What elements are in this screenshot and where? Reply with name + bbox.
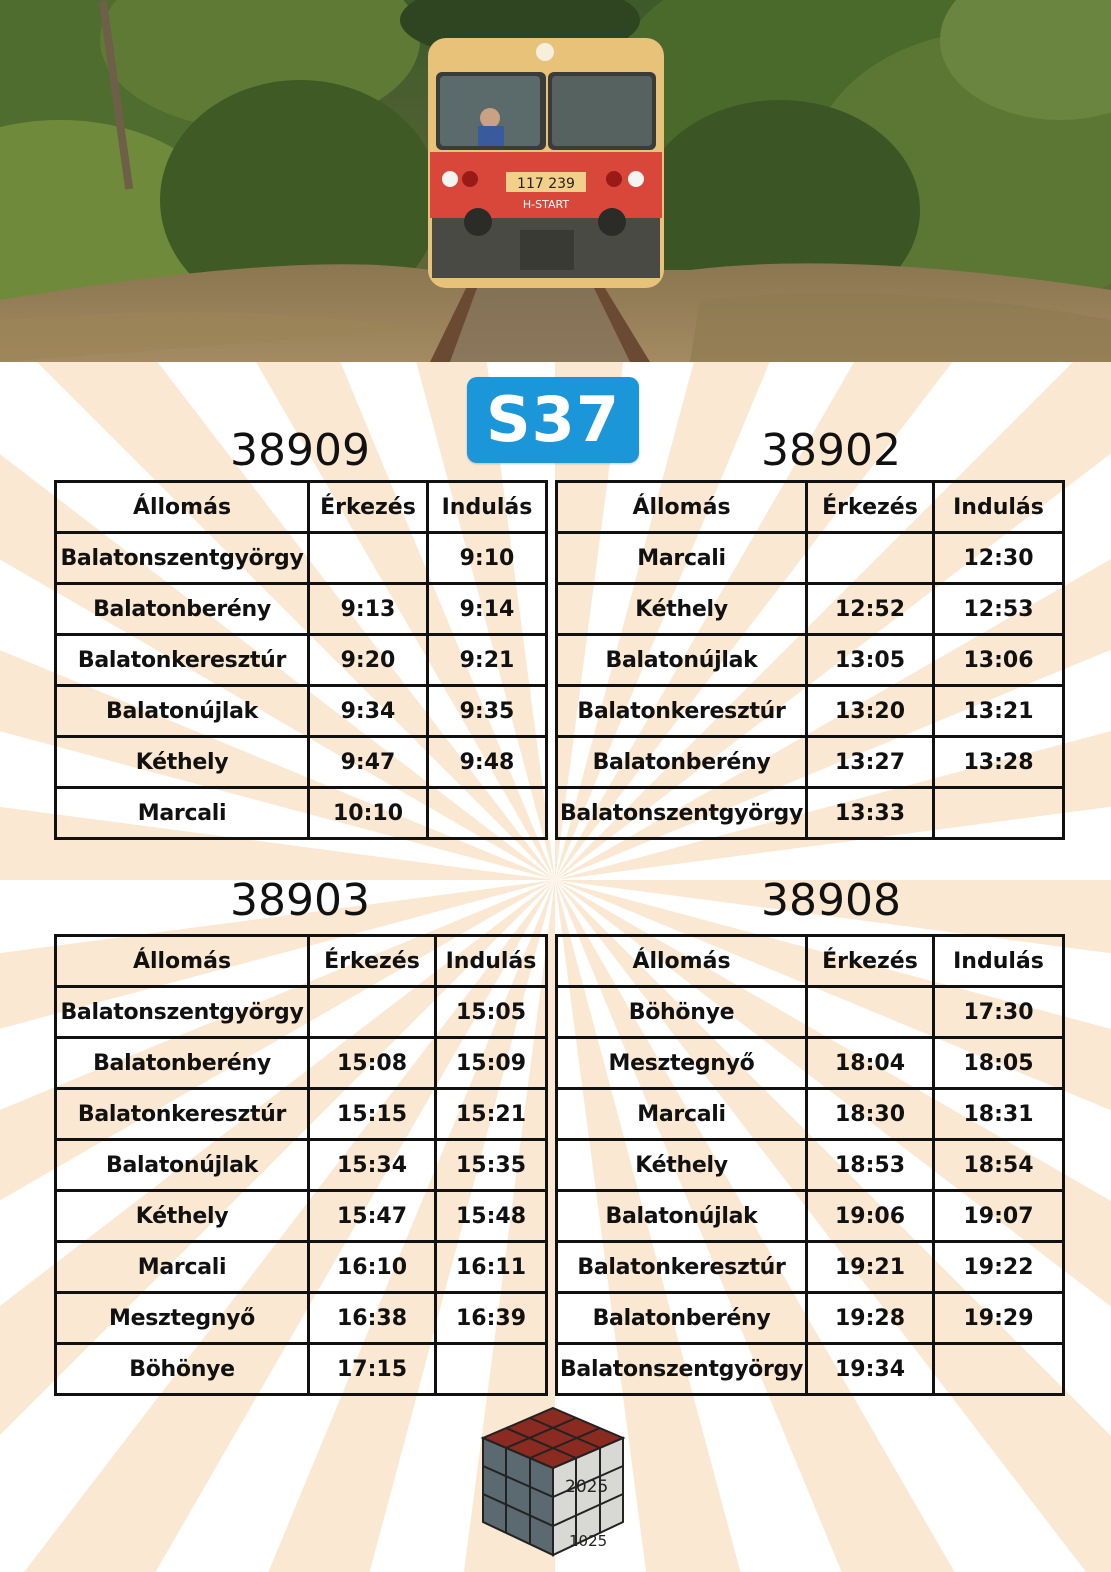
arrival-cell: 13:05 (807, 635, 934, 686)
table-row (56, 737, 547, 788)
arrival-cell: 16:38 (309, 1293, 436, 1344)
departure-cell: 13:21 (934, 686, 1064, 737)
departure-cell: 18:05 (934, 1038, 1064, 1089)
departure-cell: 18:54 (934, 1140, 1064, 1191)
arrival-cell: 12:52 (807, 584, 934, 635)
departure-cell: 15:05 (436, 987, 547, 1038)
departure-cell: 12:53 (934, 584, 1064, 635)
station-cell: Kéthely (56, 737, 309, 788)
arrival-cell (309, 533, 428, 584)
table-row (557, 737, 1064, 788)
header-station: Állomás (557, 936, 807, 987)
header-station: Állomás (557, 482, 807, 533)
arrival-cell: 9:13 (309, 584, 428, 635)
arrival-cell (309, 987, 436, 1038)
station-cell: Balatonkeresztúr (56, 635, 309, 686)
departure-cell: 16:11 (436, 1242, 547, 1293)
departure-cell (934, 1344, 1064, 1395)
table-row (557, 1242, 1064, 1293)
train-number-38903: 38903 (230, 875, 370, 926)
station-cell: Böhönye (56, 1344, 309, 1395)
table-row (56, 584, 547, 635)
station-cell: Marcali (557, 1089, 807, 1140)
arrival-cell: 13:27 (807, 737, 934, 788)
station-cell: Balatonújlak (557, 1191, 807, 1242)
station-cell: Kéthely (56, 1191, 309, 1242)
arrival-cell (807, 987, 934, 1038)
timetable-38902 (555, 480, 1065, 840)
train-number-38902: 38902 (761, 425, 901, 476)
train (428, 38, 664, 288)
station-cell: Balatonújlak (56, 686, 309, 737)
timetable-38903 (54, 934, 548, 1396)
train-photo (0, 0, 1111, 362)
arrival-cell: 19:21 (807, 1242, 934, 1293)
station-cell: Balatonberény (557, 737, 807, 788)
station-cell: Mesztegnyő (56, 1293, 309, 1344)
table-row (557, 1140, 1064, 1191)
locomotive-brand: H-START (522, 198, 570, 211)
station-cell: Marcali (557, 533, 807, 584)
table-row (557, 1293, 1064, 1344)
header-arrival: Érkezés (807, 936, 934, 987)
line-badge: S37 (467, 377, 639, 463)
arrival-cell: 15:34 (309, 1140, 436, 1191)
arrival-cell: 19:34 (807, 1344, 934, 1395)
header-arrival: Érkezés (309, 936, 436, 987)
table-row (56, 533, 547, 584)
station-cell: Mesztegnyő (557, 1038, 807, 1089)
departure-cell: 15:21 (436, 1089, 547, 1140)
station-cell: Böhönye (557, 987, 807, 1038)
table-row (56, 1242, 547, 1293)
departure-cell: 9:10 (428, 533, 547, 584)
header-arrival: Érkezés (309, 482, 428, 533)
table-row (557, 788, 1064, 839)
departure-cell: 19:29 (934, 1293, 1064, 1344)
departure-cell: 15:35 (436, 1140, 547, 1191)
departure-cell: 12:30 (934, 533, 1064, 584)
arrival-cell: 18:04 (807, 1038, 934, 1089)
arrival-cell: 10:10 (309, 788, 428, 839)
station-cell: Balatonszentgyörgy (56, 987, 309, 1038)
table-row (56, 635, 547, 686)
table-row (56, 987, 547, 1038)
departure-cell: 18:31 (934, 1089, 1064, 1140)
cube-text-bottom: 1025 (569, 1532, 608, 1550)
cube-text-top: 2025 (565, 1477, 609, 1497)
station-cell: Marcali (56, 788, 309, 839)
arrival-cell: 13:20 (807, 686, 934, 737)
arrival-cell: 15:08 (309, 1038, 436, 1089)
header-departure: Indulás (436, 936, 547, 987)
departure-cell: 13:28 (934, 737, 1064, 788)
header-departure: Indulás (934, 482, 1064, 533)
table-row (56, 686, 547, 737)
arrival-cell: 18:30 (807, 1089, 934, 1140)
station-cell: Balatonberény (56, 1038, 309, 1089)
departure-cell: 16:39 (436, 1293, 547, 1344)
table-row (56, 1293, 547, 1344)
station-cell: Balatonberény (557, 1293, 807, 1344)
table-row (56, 1191, 547, 1242)
station-cell: Balatonkeresztúr (56, 1089, 309, 1140)
header-station: Állomás (56, 482, 309, 533)
station-cell: Kéthely (557, 1140, 807, 1191)
table-row (56, 1038, 547, 1089)
station-cell: Balatonberény (56, 584, 309, 635)
departure-cell (428, 788, 547, 839)
train-number-38909: 38909 (230, 425, 370, 476)
arrival-cell: 9:47 (309, 737, 428, 788)
table-row (56, 1344, 547, 1395)
station-cell: Balatonkeresztúr (557, 1242, 807, 1293)
arrival-cell: 15:15 (309, 1089, 436, 1140)
station-cell: Balatonszentgyörgy (557, 1344, 807, 1395)
station-cell: Kéthely (557, 584, 807, 635)
arrival-cell: 9:20 (309, 635, 428, 686)
station-cell: Balatonszentgyörgy (56, 533, 309, 584)
header-departure: Indulás (934, 936, 1064, 987)
table-row (557, 1038, 1064, 1089)
table-row (557, 1344, 1064, 1395)
departure-cell: 15:48 (436, 1191, 547, 1242)
table-row (56, 1140, 547, 1191)
departure-cell: 19:07 (934, 1191, 1064, 1242)
station-cell: Balatonújlak (557, 635, 807, 686)
locomotive-number: 117 239 (517, 176, 575, 192)
table-row (557, 987, 1064, 1038)
arrival-cell: 15:47 (309, 1191, 436, 1242)
arrival-cell: 18:53 (807, 1140, 934, 1191)
departure-cell: 17:30 (934, 987, 1064, 1038)
arrival-cell: 13:33 (807, 788, 934, 839)
departure-cell: 9:35 (428, 686, 547, 737)
station-cell: Marcali (56, 1242, 309, 1293)
departure-cell: 15:09 (436, 1038, 547, 1089)
header-arrival: Érkezés (807, 482, 934, 533)
header-departure: Indulás (428, 482, 547, 533)
departure-cell: 9:48 (428, 737, 547, 788)
departure-cell (934, 788, 1064, 839)
arrival-cell: 17:15 (309, 1344, 436, 1395)
table-row (557, 533, 1064, 584)
station-cell: Balatonkeresztúr (557, 686, 807, 737)
arrival-cell (807, 533, 934, 584)
cube-logo (473, 1400, 633, 1560)
departure-cell: 19:22 (934, 1242, 1064, 1293)
timetable-38908 (555, 934, 1065, 1396)
departure-cell: 9:14 (428, 584, 547, 635)
arrival-cell: 19:28 (807, 1293, 934, 1344)
train-number-38908: 38908 (761, 875, 901, 926)
departure-cell: 9:21 (428, 635, 547, 686)
departure-cell (436, 1344, 547, 1395)
arrival-cell: 16:10 (309, 1242, 436, 1293)
table-row (56, 788, 547, 839)
header-station: Állomás (56, 936, 309, 987)
arrival-cell: 9:34 (309, 686, 428, 737)
station-cell: Balatonújlak (56, 1140, 309, 1191)
arrival-cell: 19:06 (807, 1191, 934, 1242)
table-row (557, 584, 1064, 635)
table-row (557, 686, 1064, 737)
table-row (557, 635, 1064, 686)
station-cell: Balatonszentgyörgy (557, 788, 807, 839)
table-row (557, 1191, 1064, 1242)
departure-cell: 13:06 (934, 635, 1064, 686)
table-row (56, 1089, 547, 1140)
table-row (557, 1089, 1064, 1140)
timetable-38909 (54, 480, 548, 840)
